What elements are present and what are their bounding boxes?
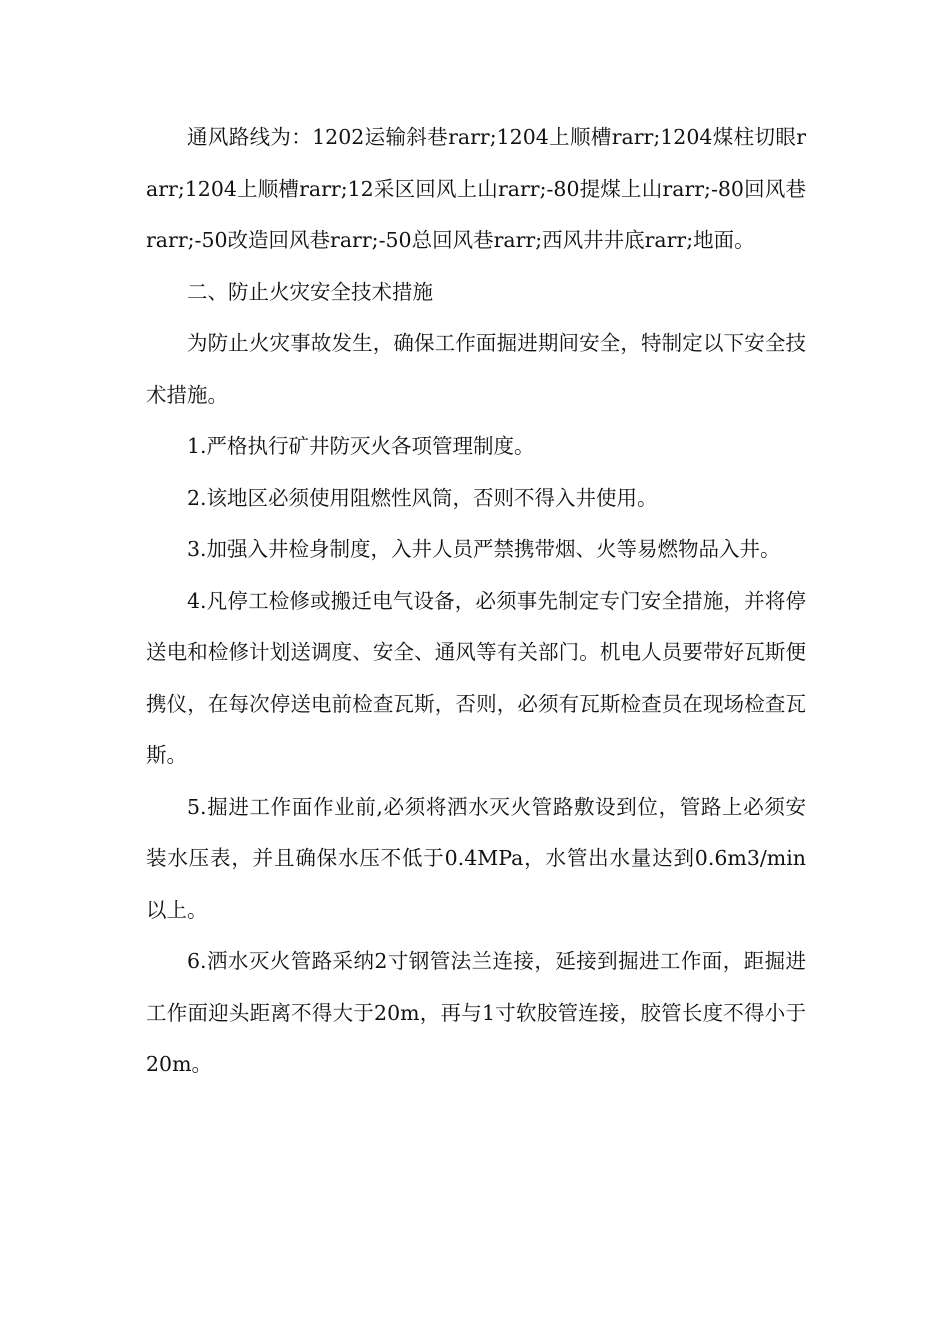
document-body <box>146 112 806 1091</box>
paragraph-intro: 为防止火灾事故发生，确保工作面掘进期间安全，特制定以下安全技术措施。 <box>146 331 806 407</box>
paragraph-item-6: 6.洒水灭火管路采纳2寸钢管法兰连接，延接到掘进工作面，距掘进工作面迎头距离不得大于20m，再与1寸软胶管连接，胶管长度不得小于20m。 <box>146 949 806 1076</box>
paragraph-item-4: 4.凡停工检修或搬迁电气设备，必须事先制定专门安全措施，并将停送电和检修计划送调度、安全、通风等有关部门。机电人员要带好瓦斯便携仪，在每次停送电前检查瓦斯，否则，必须有瓦斯检查员在现场检查瓦斯。 <box>146 588 806 767</box>
paragraph-item-2: 2.该地区必须使用阻燃性风筒，否则不得入井使用。 <box>187 485 658 510</box>
paragraph-item-1: 1.严格执行矿井防灭火各项管理制度。 <box>187 434 535 458</box>
section-heading-fire-prevention: 二、防止火灾安全技术措施 <box>187 279 433 304</box>
paragraph-ventilation-route: 通风路线为：1202运输斜巷rarr;1204上顺槽rarr;1204煤柱切眼rarr;1204上顺槽rarr;12采区回风上山rarr;-80提煤上山rarr;-80回风巷rarr;-50改造回风巷rarr;-50总回风巷rarr;西风井井底rarr;地面。 <box>146 125 806 252</box>
paragraph-item-3: 3.加强入井检身制度，入井人员严禁携带烟、火等易燃物品入井。 <box>187 537 781 561</box>
paragraph-item-5: 5.掘进工作面作业前,必须将洒水灭火管路敷设到位，管路上必须安装水压表，并且确保水压不低于0.4MPa，水管出水量达到0.6m3/min以上。 <box>146 794 806 922</box>
